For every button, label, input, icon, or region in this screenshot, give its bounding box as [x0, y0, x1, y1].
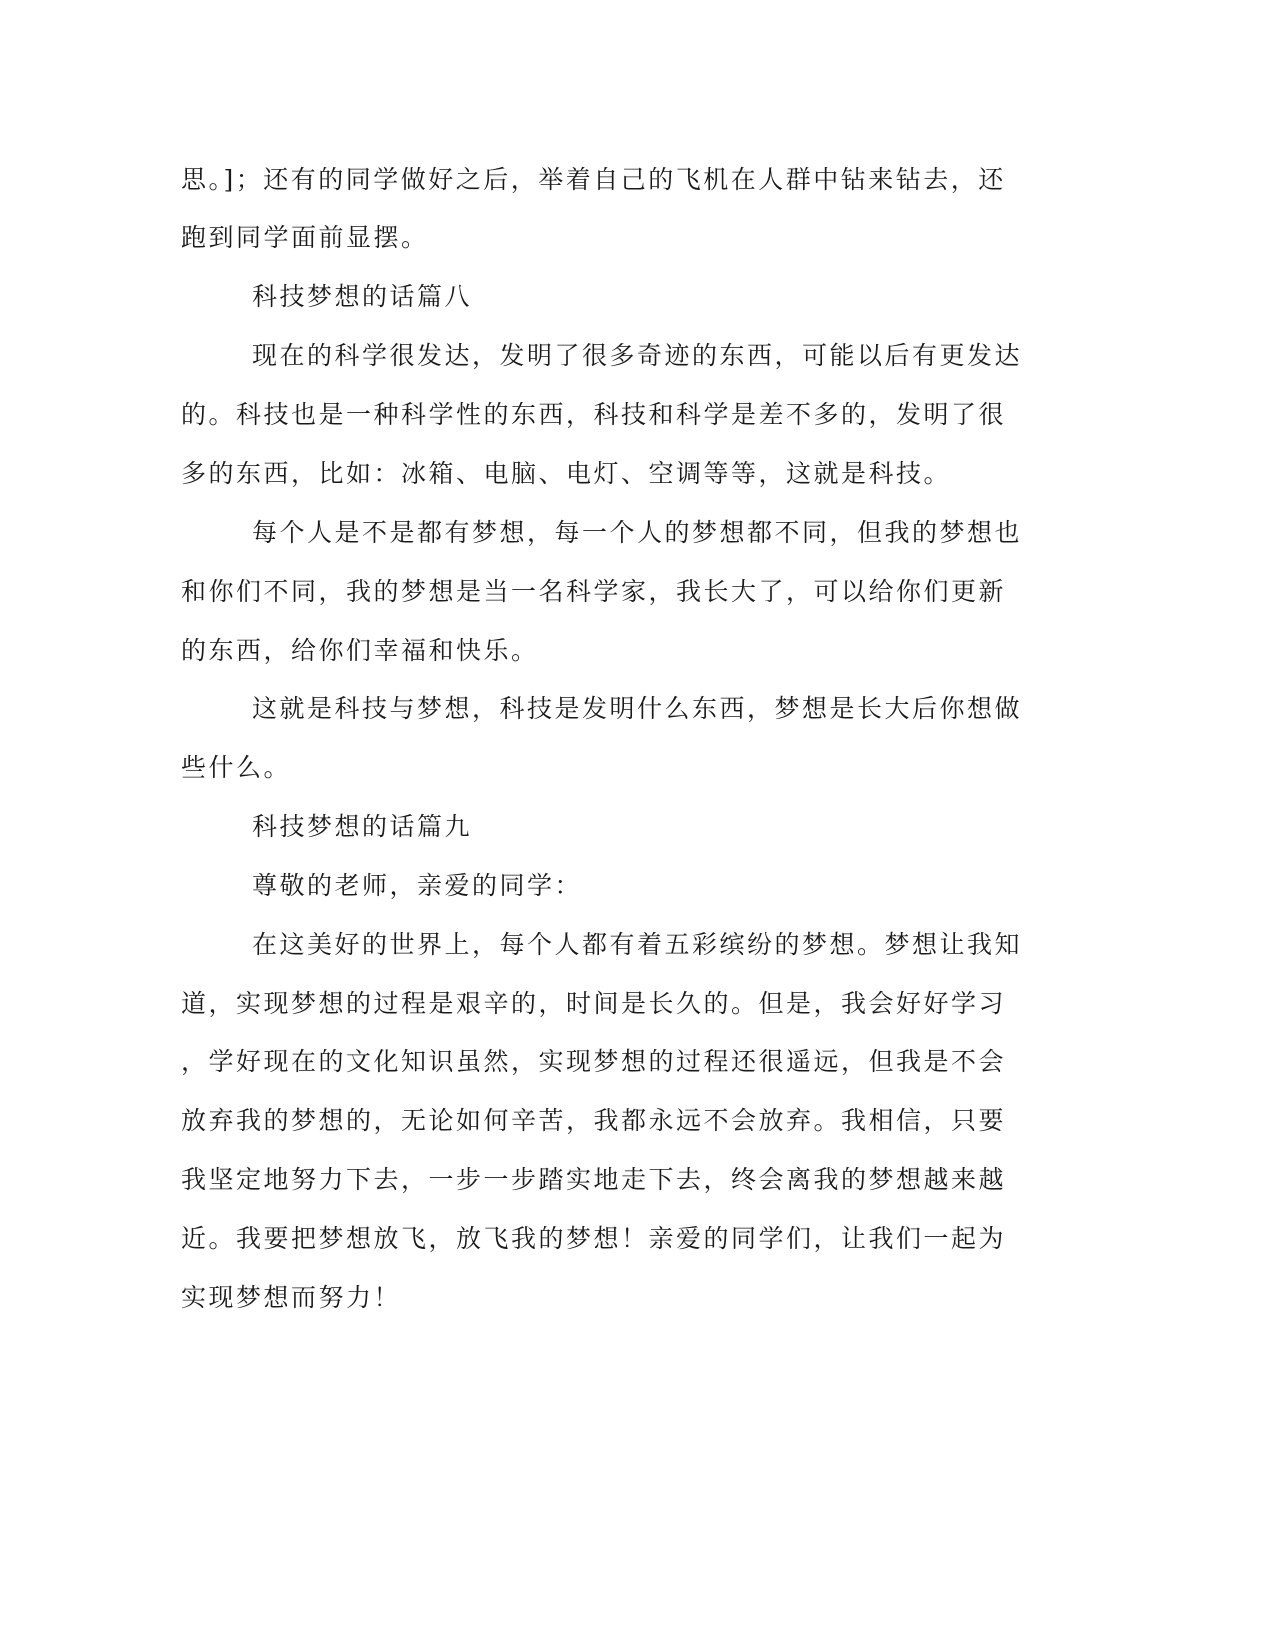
paragraph-line: 近。我要把梦想放飞，放飞我的梦想！亲爱的同学们，让我们一起为 — [181, 1224, 1007, 1253]
salutation-line: 尊敬的老师，亲爱的同学： — [252, 871, 583, 900]
paragraph-line: 的东西，给你们幸福和快乐。 — [181, 636, 539, 665]
paragraph-line: 放弃我的梦想的，无论如何辛苦，我都永远不会放弃。我相信，只要 — [181, 1106, 1007, 1135]
paragraph-line: 些什么。 — [181, 753, 292, 782]
paragraph-line: 多的东西，比如：冰箱、电脑、电灯、空调等等，这就是科技。 — [181, 459, 952, 488]
paragraph-line: 这就是科技与梦想，科技是发明什么东西，梦想是长大后你想做 — [252, 694, 1023, 723]
paragraph-line: 现在的科学很发达，发明了很多奇迹的东西，可能以后有更发达 — [252, 341, 1023, 370]
paragraph-line: 道，实现梦想的过程是艰辛的，时间是长久的。但是，我会好好学习 — [181, 989, 1007, 1018]
paragraph-line: 在这美好的世界上，每个人都有着五彩缤纷的梦想。梦想让我知 — [252, 930, 1023, 959]
paragraph-line: 思。]；还有的同学做好之后，举着自己的飞机在人群中钻来钻去，还 — [181, 165, 1006, 194]
section-heading: 科技梦想的话篇九 — [252, 812, 473, 841]
paragraph-line: 的。科技也是一种科学性的东西，科技和科学是差不多的，发明了很 — [181, 400, 1007, 429]
paragraph-line: 跑到同学面前显摆。 — [181, 223, 429, 252]
paragraph-line: 实现梦想而努力！ — [181, 1283, 402, 1312]
paragraph-line: 我坚定地努力下去，一步一步踏实地走下去，终会离我的梦想越来越 — [181, 1165, 1007, 1194]
paragraph-line: ，学好现在的文化知识虽然，实现梦想的过程还很遥远，但我是不会 — [181, 1047, 1007, 1076]
paragraph-line: 和你们不同，我的梦想是当一名科学家，我长大了，可以给你们更新 — [181, 577, 1007, 606]
section-heading: 科技梦想的话篇八 — [252, 282, 473, 311]
paragraph-line: 每个人是不是都有梦想，每一个人的梦想都不同，但我的梦想也 — [252, 518, 1023, 547]
